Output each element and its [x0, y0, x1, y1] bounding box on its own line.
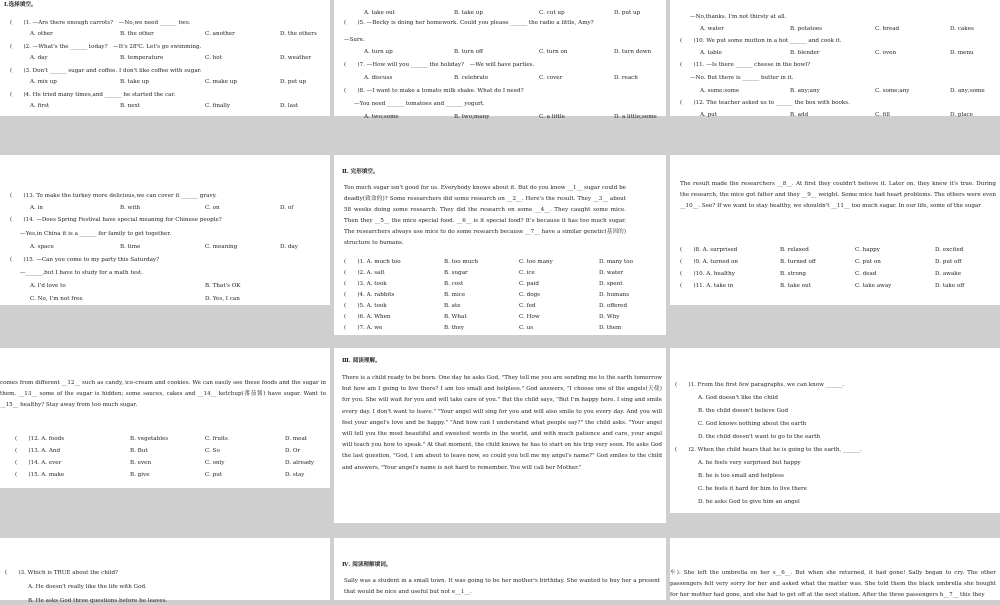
option: D. take off: [935, 283, 965, 289]
option: D. place: [950, 112, 973, 118]
question-line: —______,but I have to study for a math test.: [20, 270, 143, 276]
option: C. fruits: [205, 436, 228, 442]
question-line: ( )12. The teacher asked us to ______ the box with books.: [680, 100, 850, 106]
option: ( )4. A. rabbits: [344, 292, 395, 298]
option: A. space: [30, 244, 54, 250]
option: ( )10. A. healthy: [680, 271, 735, 277]
option: A. in: [30, 205, 43, 211]
option: B. take up: [120, 79, 149, 85]
option: B. the other: [120, 31, 154, 37]
option: B. sugar: [444, 270, 468, 276]
question-line: ( )7. —How will you ______ the holiday? —We will have parties.: [344, 62, 535, 68]
option: B. too much: [444, 259, 479, 265]
option: A. mix up: [30, 79, 57, 85]
question-line: ( )3. Which is TRUE about the child?: [5, 570, 119, 576]
question-line: —You need ______ tomatoes and ______ yogurt.: [354, 101, 485, 107]
option: B. That's OK: [205, 283, 241, 289]
passage: Too much sugar isn't good for us. Everybody knows about it. But do you know __1__ sugar could be deadly(致命的)? Some researchers did some research on __2__. Here's the result. They __3__ about 58 weeks doing some research. They did the research on some __4__. They caught some mice. Then they __5__ the mice special food. __6__ is it special food? It's because it has too much sugar. The researchers always use mice to do some research because __7__ have a similar genetic(基因的) structure to humans.: [344, 185, 626, 246]
option: C. make up: [205, 79, 237, 85]
option: C. cut up: [539, 10, 565, 16]
question-line: ( )10. We put some mutton in a hot ______ and cook it.: [680, 38, 842, 44]
option: C. put: [205, 472, 223, 478]
option: C. finally: [205, 103, 231, 109]
option: D. the others: [280, 31, 317, 37]
option: D. day: [280, 244, 298, 250]
question-line: A. He doesn't really like the life with God.: [28, 584, 147, 590]
option: B. But: [130, 448, 148, 454]
option: B. potatoes: [790, 26, 822, 32]
question-line: ( )5. —Becky is doing her homework. Could you please ______ the radio a little, Amy?: [344, 20, 594, 26]
option: B. add: [790, 112, 809, 118]
passage: The result made the researchers __8__. At first they couldn't believe it. Later on, they knew it's true. During the research, the mice got fatter and they __9__ weight. Some mice had heart problems. The others were even __10__. See? If we want to stay healthy, we shouldn't __11__ too much sugar. In our life, some of the sugar: [680, 181, 996, 209]
option: ( )6. A. When: [344, 314, 391, 320]
option: ( )1. A. much too: [344, 259, 401, 265]
option: B. relaxed: [780, 247, 809, 253]
option: ( )11. A. take in: [680, 283, 734, 289]
slide-6: [670, 155, 1000, 305]
slide-5: [334, 155, 666, 335]
option: D. them: [599, 325, 622, 331]
question-line: B. He asks God three questions before he leaves.: [28, 598, 168, 604]
option: C. So: [205, 448, 220, 454]
slide-8: [334, 348, 666, 523]
question-line: ( )13. To make the turkey more delicious,we can cover it ______ gravy.: [10, 193, 217, 199]
option: C. put on: [855, 259, 881, 265]
option: D. excited: [935, 247, 964, 253]
option: ( )14. A. ever: [15, 460, 62, 466]
option: D. weather: [280, 55, 312, 61]
slide-3: [670, 0, 1000, 116]
passage: comes from different __12__ such as candy, ice-cream and cookies. We can easily see these foods and the sugar in them. __13__ some of the sugar is hidden; some sauces, cakes and __14__ ketchup(番茄酱) have sugar. Want to __15__ healthy? Stay away from too much sugar.: [0, 380, 326, 408]
slide-1: [0, 0, 330, 116]
option: D. meat: [285, 436, 308, 442]
option: D. already: [285, 460, 315, 466]
question-line: —Yes,in China it is a ______ for family to get together.: [20, 231, 172, 237]
option: ( )13. A. And: [15, 448, 61, 454]
option: A. some;some: [700, 88, 740, 94]
slide-7: [0, 348, 330, 488]
question-line: ( )8. —I want to make a tomato milk shake. What do I need?: [344, 88, 524, 94]
option: C. bread: [875, 26, 900, 32]
option: A. take out: [364, 10, 395, 16]
option: B. they: [444, 325, 464, 331]
question-line: ( )14. —Does Spring Festival have special meaning for Chinese people?: [10, 217, 222, 223]
option: D. cakes: [950, 26, 974, 32]
option: B. with: [120, 205, 141, 211]
option: D. of: [280, 205, 294, 211]
option: D. stay: [285, 472, 305, 478]
option: A. table: [700, 50, 722, 56]
option: A. I'd love to: [30, 283, 66, 289]
option: ( )7. A. we: [344, 325, 383, 331]
option: D. reach: [614, 75, 638, 81]
option: D. water: [599, 270, 624, 276]
option: C. hot: [205, 55, 222, 61]
option: C. fill: [875, 112, 890, 118]
option: D. put up: [280, 79, 307, 85]
section-heading: Ⅱ. 完形填空。: [342, 169, 379, 175]
option: D. menu: [950, 50, 974, 56]
option: C. oven: [875, 50, 897, 56]
option: C. take away: [855, 283, 892, 289]
option: D. a little;some: [614, 114, 657, 120]
option: ( )15. A. make: [15, 472, 65, 478]
option: D. Why: [599, 314, 620, 320]
option: C. a little: [539, 114, 565, 120]
option: C. too many: [519, 259, 553, 265]
option: ( )12. A. foods: [15, 436, 65, 442]
option: B. take up: [454, 10, 483, 16]
question-line: A. God doesn't like the child: [698, 395, 778, 401]
option: B. two;many: [454, 114, 490, 120]
question-line: —No,thanks. I'm not thirsty at all.: [690, 14, 787, 20]
option: B. ate: [444, 303, 461, 309]
option: D. last: [280, 103, 299, 109]
option: C. No, I'm not free: [30, 296, 83, 302]
question-line: C. God knows nothing about the earth: [698, 421, 807, 427]
option: A. discuss: [364, 75, 393, 81]
question-line: ( )4. He tried many times,and ______ he started the car.: [10, 92, 176, 98]
option: D. spent: [599, 281, 623, 287]
slide-2: [334, 0, 666, 120]
option: C. paid: [519, 281, 539, 287]
option: ( )5. A. took: [344, 303, 387, 309]
option: C. another: [205, 31, 235, 37]
option: A. first: [30, 103, 50, 109]
question-line: D. the child doesn't want to go to the earth: [698, 434, 821, 440]
option: D. awake: [935, 271, 961, 277]
option: D. turn down: [614, 49, 652, 55]
option: C. How: [519, 314, 540, 320]
option: C. happy: [855, 247, 880, 253]
slide-10: [0, 538, 330, 604]
option: C. dead: [855, 271, 877, 277]
passage: Sally was a student in a small town. It was going to be her mother's birthday. She wanted to buy her a present that would be nice and useful but not e__1__.: [344, 578, 660, 595]
option: B. even: [130, 460, 152, 466]
question-line: ( )1. —Are there enough carrots? —No,we need ______ two.: [10, 20, 191, 26]
option: D. any;some: [950, 88, 985, 94]
option: D. put off: [935, 259, 962, 265]
passage: 车). She left the umbrella on her s__6__. But when she returned, it had gone! Sally began to cry. The other passengers felt very sorry for her and asked what the matter was. She told them the black umbrella she bought for her mother had gone, and she had to get off at the next station. After the three passengers h__7__ this they: [670, 570, 996, 598]
question-line: ( )2. —What's the ______ today? —It's 28℃. Let's go swimming.: [10, 44, 202, 50]
question-line: ( )2. When the child hears that he is going to the earth, ______.: [675, 447, 862, 453]
question-line: ( )1. From the first few paragraphs, we can know ______.: [675, 382, 845, 388]
slide-4: [0, 155, 330, 305]
question-line: —No. But there is ______ butter in it.: [690, 75, 794, 81]
option: B. next: [120, 103, 140, 109]
option: ( )9. A. turned on: [680, 259, 739, 265]
option: C. turn on: [539, 49, 568, 55]
option: D. many too: [599, 259, 634, 265]
option: A. water: [700, 26, 724, 32]
option: C. ice: [519, 270, 535, 276]
option: A. put: [700, 112, 718, 118]
option: B. mice: [444, 292, 466, 298]
question-line: —Sure.: [344, 37, 365, 43]
question-line: B. the child doesn't believe God: [698, 408, 789, 414]
option: D. Or: [285, 448, 301, 454]
option: B. celebrate: [454, 75, 489, 81]
option: A. other: [30, 31, 53, 37]
option: C. cover: [539, 75, 563, 81]
option: C. fed: [519, 303, 536, 309]
option: B. any;any: [790, 88, 820, 94]
passage: There is a child ready to be born. One day he asks God, "They tell me you are sending me to the earth tomorrow but how am I going to live there? I am too small and helpless." God answers, "I choose one of the angels(天使) for you. She will wait for you and will take care of you." But the child says, "But I'm happy here. I sing and smile every day. I don't want to leave." "Your angel will sing for you and will also smile to you every day. And you will feel your angel's love and be happy." "And how can I understand what people say?" the child asks. "Your angel will tell you the most beautiful and sweetest words in the world, and with much patience and care, your angel will teach you how to speak." At that moment, the child knows he has to start on his trip very soon. He asks God the last question, "God, I am about to leave now, so could you tell me my angel's name?" God smiles to the child and answers, "Your angel's name is not hard to remember. You will call her Mother.": [342, 375, 662, 471]
option: B. give: [130, 472, 150, 478]
slide-11: [334, 538, 666, 600]
option: D. humans: [599, 292, 630, 298]
question-line: B. he is too small and helpless: [698, 473, 784, 479]
option: D. put up: [614, 10, 641, 16]
option: B. cost: [444, 281, 464, 287]
option: C. dogs: [519, 292, 541, 298]
option: B. temperature: [120, 55, 164, 61]
option: C. only: [205, 460, 225, 466]
question-line: D. he asks God to give him an angel: [698, 499, 800, 505]
option: B. vegetables: [130, 436, 169, 442]
slide-9: [670, 348, 1000, 513]
question-line: Ⅰ.选择填空。: [4, 2, 37, 8]
option: B. turned off: [780, 259, 816, 265]
section-heading: Ⅳ. 阅读理解填词。: [342, 562, 392, 568]
option: C. some;any: [875, 88, 910, 94]
option: D. Yes, I can: [205, 296, 240, 302]
option: A. turn up: [364, 49, 393, 55]
option: B. strong: [780, 271, 807, 277]
option: B. turn off: [454, 49, 483, 55]
section-heading: Ⅲ. 阅读理解。: [342, 358, 381, 364]
option: ( )3. A. took: [344, 281, 387, 287]
slide-12: [670, 538, 1000, 600]
option: A. two;some: [364, 114, 399, 120]
option: C. meaning: [205, 244, 238, 250]
question-line: ( )15. —Can you come to my party this Saturday?: [10, 257, 160, 263]
option: D. offered: [599, 303, 628, 309]
option: A. day: [30, 55, 48, 61]
option: ( )8. A. surprised: [680, 247, 738, 253]
question-line: A. he feels very surprised but happy: [698, 460, 801, 466]
option: C. us: [519, 325, 534, 331]
option: B. blender: [790, 50, 820, 56]
option: ( )2. A. salt: [344, 270, 385, 276]
option: C. on: [205, 205, 220, 211]
question-line: C. he feels it hard for him to live there: [698, 486, 807, 492]
option: B. take out: [780, 283, 811, 289]
option: B. time: [120, 244, 141, 250]
option: B. What: [444, 314, 467, 320]
question-line: ( )3. Don't ______ sugar and coffee. I don't like coffee with sugar.: [10, 68, 202, 74]
question-line: ( )11. —Is there ______ cheese in the bowl?: [680, 62, 811, 68]
